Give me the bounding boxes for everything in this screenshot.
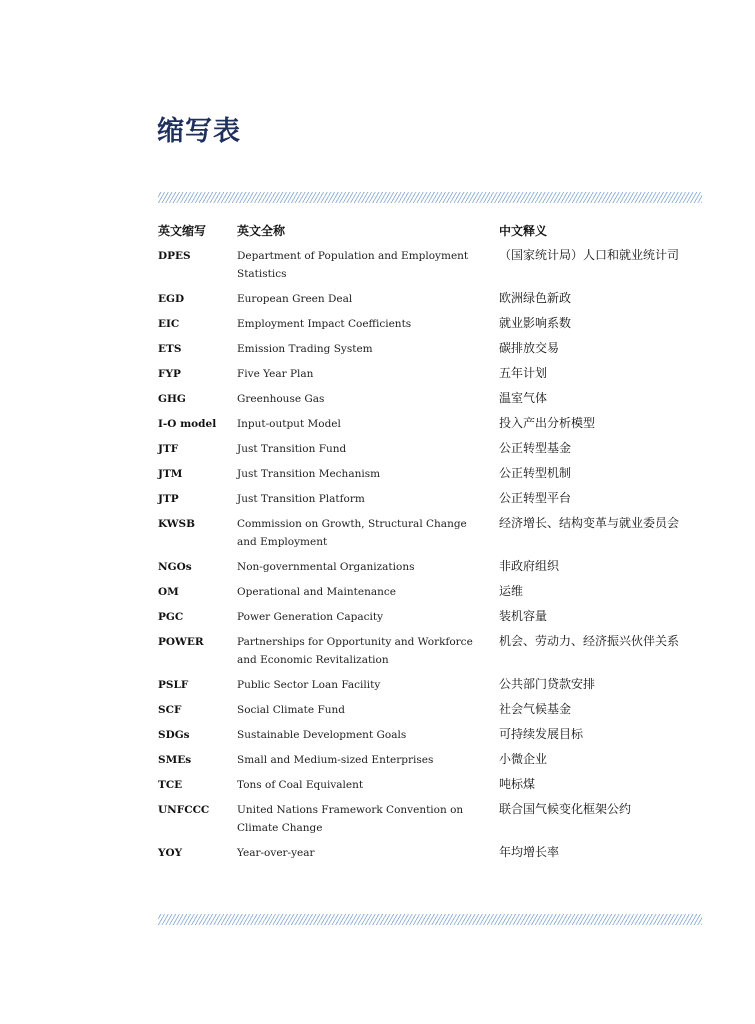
chinese-cell: （国家统计局）人口和就业统计司 [499, 248, 680, 262]
abbr-cell: TCE [158, 779, 183, 791]
abbr-cell: I-O model [158, 418, 217, 430]
full-name-cell: Partnerships for Opportunity and Workforce and Economic Revitalization [237, 636, 473, 666]
table-row [158, 726, 702, 751]
chinese-cell: 机会、劳动力、经济振兴伙伴关系 [499, 634, 680, 648]
chinese-cell: 就业影响系数 [499, 316, 572, 330]
table-row [158, 844, 702, 869]
full-name-cell: Department of Population and Employment Statistics [237, 250, 469, 280]
abbr-cell: JTP [158, 493, 179, 505]
table-row [158, 801, 702, 844]
full-name-cell: Non-governmental Organizations [237, 561, 415, 573]
chinese-cell: 非政府组织 [499, 559, 560, 573]
table-row [158, 633, 702, 676]
table-row [158, 608, 702, 633]
abbr-cell: KWSB [158, 518, 196, 530]
full-name-cell: Just Transition Fund [237, 443, 347, 455]
full-name-cell: Commission on Growth, Structural Change and Employment [237, 518, 467, 548]
full-name-cell: Input-output Model [237, 418, 341, 430]
header-full: 英文全称 [237, 224, 286, 238]
abbr-cell: YOY [158, 847, 183, 859]
full-name-cell: United Nations Framework Convention on Climate Change [237, 804, 464, 834]
table-row [158, 440, 702, 465]
header-abbr: 英文缩写 [158, 224, 207, 238]
full-name-cell: Power Generation Capacity [237, 611, 384, 623]
hatch-divider-top [158, 192, 702, 203]
full-name-cell: Operational and Maintenance [237, 586, 396, 598]
chinese-cell: 年均增长率 [499, 845, 560, 859]
table-row [158, 490, 702, 515]
full-name-cell: European Green Deal [237, 293, 353, 305]
abbr-cell: SMEs [158, 754, 192, 766]
table-row [158, 340, 702, 365]
table-row [158, 776, 702, 801]
chinese-cell: 温室气体 [499, 391, 548, 405]
chinese-cell: 公正转型基金 [499, 441, 572, 455]
chinese-cell: 运维 [499, 584, 524, 598]
chinese-cell: 小微企业 [499, 752, 548, 766]
table-row [158, 247, 702, 290]
page-title: 缩写表 [157, 116, 241, 147]
abbr-cell: EGD [158, 293, 185, 305]
table-row [158, 701, 702, 726]
table-row [158, 676, 702, 701]
abbr-cell: DPES [158, 250, 191, 262]
full-name-cell: Social Climate Fund [237, 704, 345, 716]
full-name-cell: Public Sector Loan Facility [237, 679, 381, 691]
abbr-cell: SCF [158, 704, 182, 716]
table-row [158, 465, 702, 490]
chinese-cell: 社会气候基金 [499, 702, 572, 716]
chinese-cell: 可持续发展目标 [499, 727, 584, 741]
full-name-cell: Emission Trading System [237, 343, 373, 355]
full-name-cell: Sustainable Development Goals [237, 729, 407, 741]
full-name-cell: Five Year Plan [237, 368, 314, 380]
abbreviation-table [158, 247, 702, 869]
chinese-cell: 公共部门贷款安排 [499, 677, 596, 691]
full-name-cell: Greenhouse Gas [237, 393, 325, 405]
full-name-cell: Small and Medium-sized Enterprises [237, 754, 434, 766]
table-row [158, 515, 702, 558]
full-name-cell: Employment Impact Coefficients [237, 318, 412, 330]
full-name-cell: Just Transition Platform [237, 493, 365, 505]
table-row [158, 751, 702, 776]
abbr-cell: JTF [158, 443, 179, 455]
table-row [158, 390, 702, 415]
abbr-cell: PGC [158, 611, 184, 623]
chinese-cell: 吨标煤 [499, 777, 536, 791]
chinese-cell: 公正转型机制 [499, 466, 572, 480]
chinese-cell: 公正转型平台 [499, 491, 572, 505]
chinese-cell: 碳排放交易 [499, 341, 560, 355]
table-row [158, 315, 702, 340]
chinese-cell: 五年计划 [499, 366, 548, 380]
chinese-cell: 联合国气候变化框架公约 [499, 802, 632, 816]
abbr-cell: NGOs [158, 561, 192, 573]
table-header [158, 222, 702, 242]
chinese-cell: 装机容量 [499, 609, 548, 623]
abbr-cell: UNFCCC [158, 804, 210, 816]
table-row [158, 583, 702, 608]
header-zh: 中文释义 [499, 224, 548, 238]
abbr-cell: JTM [158, 468, 183, 480]
abbr-cell: POWER [158, 636, 204, 648]
abbr-cell: PSLF [158, 679, 189, 691]
abbr-cell: GHG [158, 393, 186, 405]
table-row [158, 365, 702, 390]
table-row [158, 558, 702, 583]
full-name-cell: Just Transition Mechanism [237, 468, 381, 480]
full-name-cell: Tons of Coal Equivalent [237, 779, 364, 791]
chinese-cell: 经济增长、结构变革与就业委员会 [499, 516, 680, 530]
abbr-cell: OM [158, 586, 179, 598]
table-row [158, 290, 702, 315]
full-name-cell: Year-over-year [237, 847, 315, 859]
hatch-divider-bottom [158, 914, 702, 925]
abbr-cell: EIC [158, 318, 180, 330]
abbr-cell: ETS [158, 343, 182, 355]
abbr-cell: FYP [158, 368, 181, 380]
abbr-cell: SDGs [158, 729, 190, 741]
chinese-cell: 投入产出分析模型 [499, 416, 596, 430]
table-row [158, 415, 702, 440]
chinese-cell: 欧洲绿色新政 [499, 291, 572, 305]
